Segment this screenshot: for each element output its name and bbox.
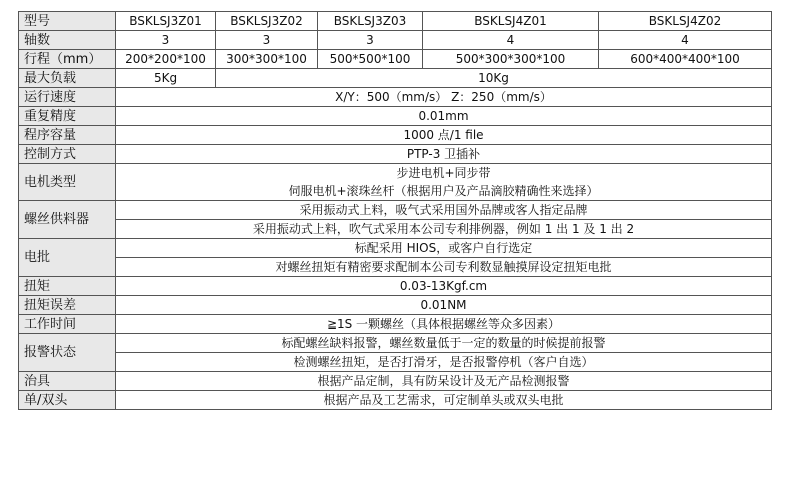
stroke-cell: 500*500*100 <box>318 50 423 69</box>
axes-cell: 4 <box>423 31 599 50</box>
alarm-status-line2: 检测螺丝扭矩，是否打滑牙，是否报警停机（客户自选） <box>116 353 772 372</box>
model-cell: BSKLSJ3Z01 <box>116 12 216 31</box>
model-cell: BSKLSJ3Z03 <box>318 12 423 31</box>
screwdriver-label: 电批 <box>19 239 116 277</box>
screwdriver-row-2 <box>19 258 772 277</box>
torque-error-row <box>19 296 772 315</box>
stroke-label: 行程（mm） <box>19 50 116 69</box>
repeat-precision-label: 重复精度 <box>19 107 116 126</box>
screwdriver-line1: 标配采用 HIOS，或客户自行选定 <box>116 239 772 258</box>
screw-feeder-row-2 <box>19 220 772 239</box>
stroke-cell: 300*300*100 <box>216 50 318 69</box>
program-capacity-label: 程序容量 <box>19 126 116 145</box>
stroke-row <box>19 50 772 69</box>
program-capacity-cell: 1000 点/1 file <box>116 126 772 145</box>
spec-table <box>18 11 772 410</box>
axes-cell: 3 <box>216 31 318 50</box>
screwdriver-line2: 对螺丝扭矩有精密要求配制本公司专利数显触摸屏设定扭矩电批 <box>116 258 772 277</box>
head-type-row <box>19 391 772 410</box>
work-time-label: 工作时间 <box>19 315 116 334</box>
work-time-cell: ≧1S 一颗螺丝（具体根据螺丝等众多因素） <box>116 315 772 334</box>
motor-type-line2: 伺服电机+滚珠丝杆（根据用户及产品滴胶精确性来选择） <box>116 182 772 201</box>
max-load-cell: 5Kg <box>116 69 216 88</box>
torque-row <box>19 277 772 296</box>
axes-cell: 3 <box>318 31 423 50</box>
motor-type-row <box>19 164 772 183</box>
speed-cell: X/Y：500（mm/s） Z：250（mm/s） <box>116 88 772 107</box>
motor-type-line1: 步进电机+同步带 <box>116 164 772 183</box>
fixture-row <box>19 372 772 391</box>
screw-feeder-label: 螺丝供料器 <box>19 201 116 239</box>
model-cell: BSKLSJ4Z02 <box>599 12 772 31</box>
axes-cell: 4 <box>599 31 772 50</box>
axes-row <box>19 31 772 50</box>
screw-feeder-row <box>19 201 772 220</box>
head-type-label: 单/双头 <box>19 391 116 410</box>
axes-label: 轴数 <box>19 31 116 50</box>
head-type-cell: 根据产品及工艺需求，可定制单头或双头电批 <box>116 391 772 410</box>
control-mode-cell: PTP-3 卫插补 <box>116 145 772 164</box>
speed-row <box>19 88 772 107</box>
motor-type-label: 电机类型 <box>19 164 116 201</box>
model-row <box>19 12 772 31</box>
torque-error-label: 扭矩误差 <box>19 296 116 315</box>
program-capacity-row <box>19 126 772 145</box>
model-label: 型号 <box>19 12 116 31</box>
repeat-precision-row <box>19 107 772 126</box>
model-cell: BSKLSJ3Z02 <box>216 12 318 31</box>
stroke-cell: 600*400*400*100 <box>599 50 772 69</box>
torque-error-cell: 0.01NM <box>116 296 772 315</box>
screw-feeder-line1: 采用振动式上料，吸气式采用国外品牌或客人指定品牌 <box>116 201 772 220</box>
max-load-row <box>19 69 772 88</box>
max-load-cell: 10Kg <box>216 69 772 88</box>
stroke-cell: 500*300*300*100 <box>423 50 599 69</box>
alarm-status-line1: 标配螺丝缺料报警，螺丝数量低于一定的数量的时候提前报警 <box>116 334 772 353</box>
motor-type-row-2 <box>19 182 772 201</box>
fixture-cell: 根据产品定制，具有防呆设计及无产品检测报警 <box>116 372 772 391</box>
model-cell: BSKLSJ4Z01 <box>423 12 599 31</box>
control-mode-row <box>19 145 772 164</box>
alarm-status-label: 报警状态 <box>19 334 116 372</box>
max-load-label: 最大负载 <box>19 69 116 88</box>
axes-cell: 3 <box>116 31 216 50</box>
torque-label: 扭矩 <box>19 277 116 296</box>
screwdriver-row <box>19 239 772 258</box>
stroke-cell: 200*200*100 <box>116 50 216 69</box>
speed-label: 运行速度 <box>19 88 116 107</box>
control-mode-label: 控制方式 <box>19 145 116 164</box>
torque-cell: 0.03-13Kgf.cm <box>116 277 772 296</box>
repeat-precision-cell: 0.01mm <box>116 107 772 126</box>
alarm-status-row <box>19 334 772 353</box>
screw-feeder-line2: 采用振动式上料，吹气式采用本公司专利排例器，例如 1 出 1 及 1 出 2 <box>116 220 772 239</box>
fixture-label: 治具 <box>19 372 116 391</box>
work-time-row <box>19 315 772 334</box>
alarm-status-row-2 <box>19 353 772 372</box>
